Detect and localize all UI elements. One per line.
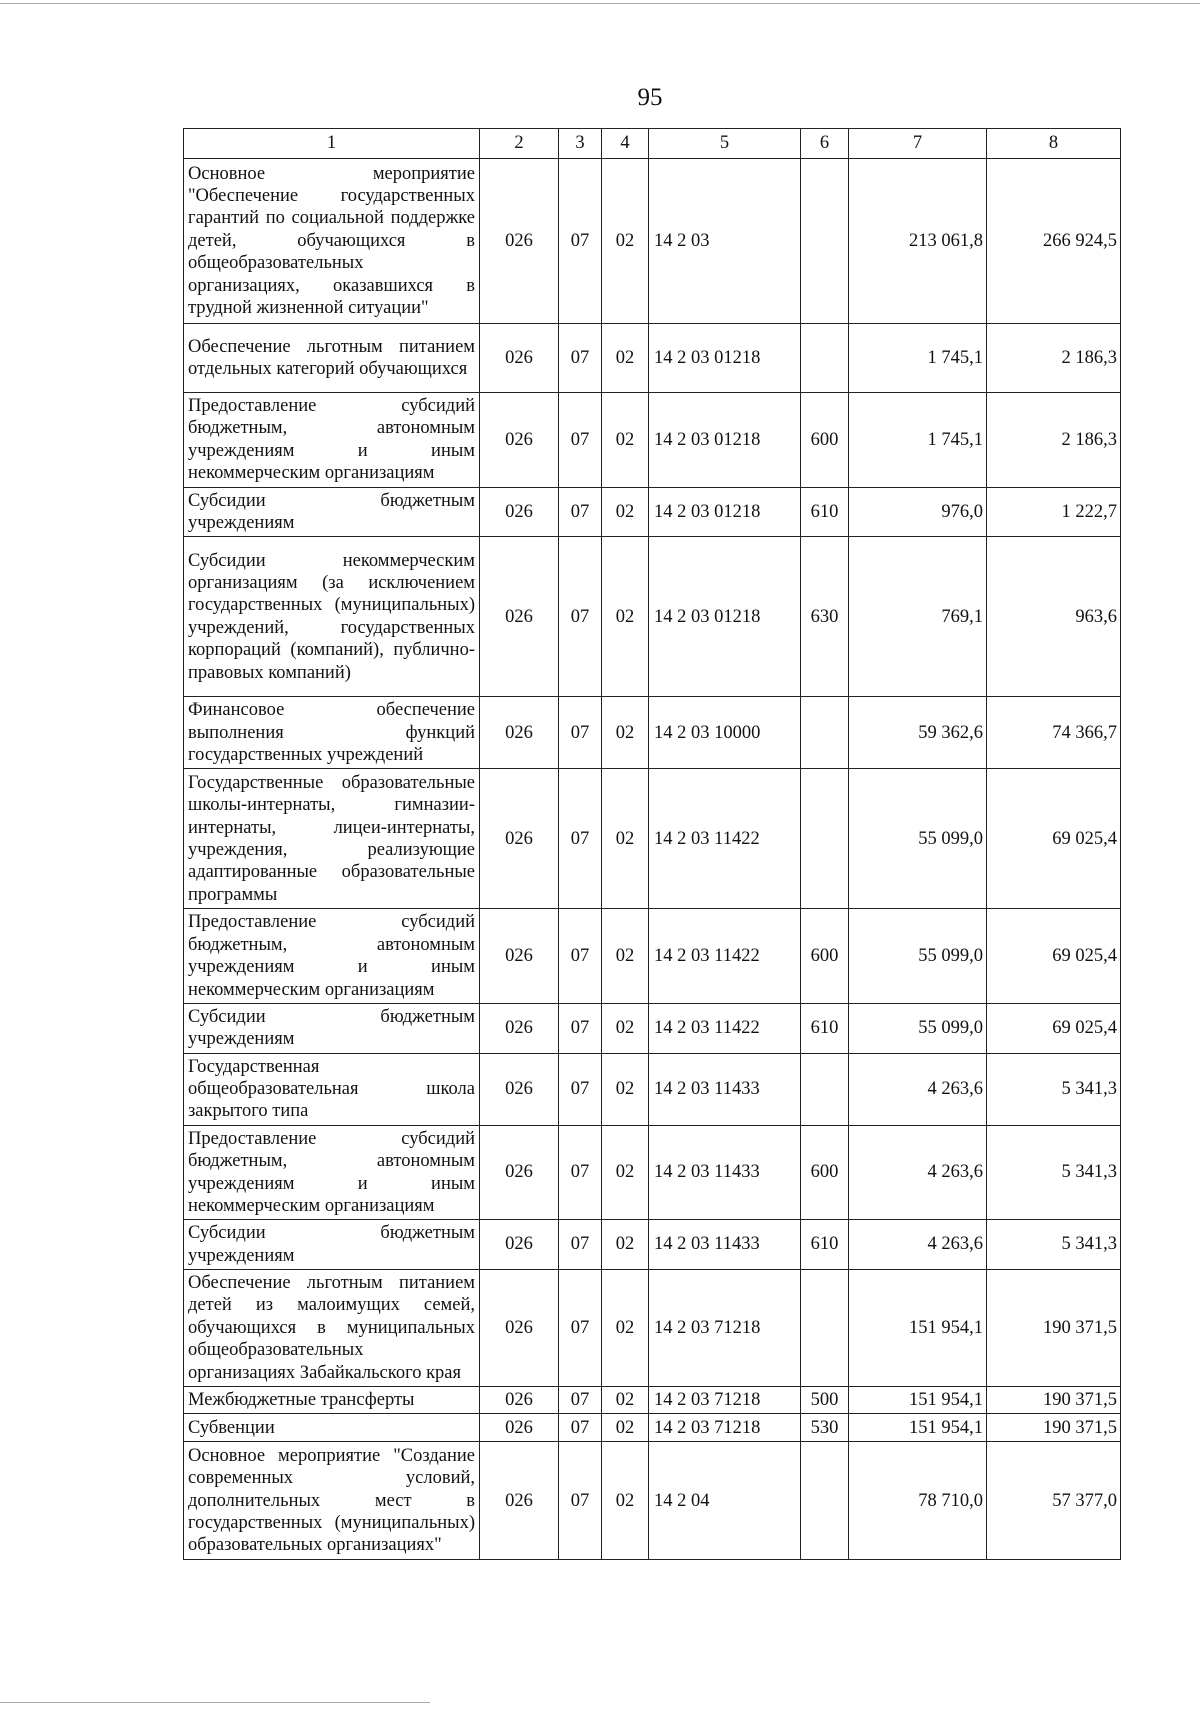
admin-code-cell: 026 [480, 1442, 559, 1560]
amount-col8-cell: 190 371,5 [987, 1414, 1121, 1442]
admin-code-cell: 026 [480, 1387, 559, 1414]
admin-code-cell: 026 [480, 909, 559, 1004]
amount-col8-cell: 190 371,5 [987, 1387, 1121, 1414]
table-row [184, 487, 1121, 537]
amount-col8-cell: 74 366,7 [987, 697, 1121, 769]
row-name-cell: Предоставление субсидий бюджетным, автономным учреждениям и иным некоммерческим организациям [184, 909, 480, 1004]
row-name-cell: Основное мероприятие "Создание современных условий, дополнительных мест в государственных (муниципальных) образовательных организациях" [184, 1442, 480, 1560]
row-name-cell: Основное мероприятие "Обеспечение государственных гарантий по социальной поддержке детей, обучающихся в общеобразовательных организациях, оказавшихся в трудной жизненной ситуации" [184, 159, 480, 324]
admin-code-cell: 026 [480, 1270, 559, 1387]
row-name-cell: Межбюджетные трансферты [184, 1387, 480, 1414]
subsection-code-cell: 02 [602, 1442, 649, 1560]
amount-col8-cell: 963,6 [987, 537, 1121, 697]
table-row [184, 1387, 1121, 1414]
row-name-cell: Субсидии бюджетным учреждениям [184, 1220, 480, 1270]
budget-table [183, 128, 1121, 1560]
admin-code-cell: 026 [480, 1125, 559, 1220]
section-code-cell: 07 [559, 1414, 602, 1442]
table-row [184, 537, 1121, 697]
section-code-cell: 07 [559, 1053, 602, 1125]
amount-col7-cell: 59 362,6 [849, 697, 987, 769]
section-code-cell: 07 [559, 537, 602, 697]
row-name-cell: Субвенции [184, 1414, 480, 1442]
admin-code-cell: 026 [480, 487, 559, 537]
expense-type-cell: 500 [801, 1387, 849, 1414]
column-header: 6 [801, 129, 849, 159]
amount-col8-cell: 57 377,0 [987, 1442, 1121, 1560]
amount-col8-cell: 190 371,5 [987, 1270, 1121, 1387]
amount-col7-cell: 55 099,0 [849, 909, 987, 1004]
section-code-cell: 07 [559, 1442, 602, 1560]
table-row [184, 1442, 1121, 1560]
amount-col8-cell: 69 025,4 [987, 909, 1121, 1004]
subsection-code-cell: 02 [602, 1414, 649, 1442]
column-header: 5 [649, 129, 801, 159]
target-article-cell: 14 2 03 11433 [649, 1125, 801, 1220]
section-code-cell: 07 [559, 1220, 602, 1270]
section-code-cell: 07 [559, 159, 602, 324]
table-row [184, 769, 1121, 909]
amount-col8-cell: 5 341,3 [987, 1125, 1121, 1220]
amount-col8-cell: 2 186,3 [987, 393, 1121, 488]
amount-col7-cell: 55 099,0 [849, 769, 987, 909]
expense-type-cell: 610 [801, 1220, 849, 1270]
section-code-cell: 07 [559, 769, 602, 909]
target-article-cell: 14 2 03 71218 [649, 1414, 801, 1442]
row-name-cell: Обеспечение льготным питанием отдельных категорий обучающихся [184, 324, 480, 393]
row-name-cell: Государственная общеобразовательная школа закрытого типа [184, 1053, 480, 1125]
row-name-cell: Предоставление субсидий бюджетным, автономным учреждениям и иным некоммерческим организациям [184, 1125, 480, 1220]
expense-type-cell [801, 324, 849, 393]
expense-type-cell: 600 [801, 909, 849, 1004]
admin-code-cell: 026 [480, 1414, 559, 1442]
table-row [184, 1053, 1121, 1125]
admin-code-cell: 026 [480, 537, 559, 697]
target-article-cell: 14 2 03 01218 [649, 324, 801, 393]
amount-col7-cell: 78 710,0 [849, 1442, 987, 1560]
amount-col8-cell: 69 025,4 [987, 769, 1121, 909]
amount-col8-cell: 266 924,5 [987, 159, 1121, 324]
target-article-cell: 14 2 03 11422 [649, 909, 801, 1004]
row-name-cell: Обеспечение льготным питанием детей из малоимущих семей, обучающихся в муниципальных общеобразовательных организациях Забайкальского края [184, 1270, 480, 1387]
table-header-row [184, 129, 1121, 159]
table-row [184, 1220, 1121, 1270]
subsection-code-cell: 02 [602, 324, 649, 393]
expense-type-cell: 530 [801, 1414, 849, 1442]
admin-code-cell: 026 [480, 1003, 559, 1053]
row-name-cell: Субсидии бюджетным учреждениям [184, 487, 480, 537]
amount-col8-cell: 5 341,3 [987, 1220, 1121, 1270]
target-article-cell: 14 2 03 11433 [649, 1220, 801, 1270]
subsection-code-cell: 02 [602, 159, 649, 324]
column-header: 7 [849, 129, 987, 159]
column-header: 4 [602, 129, 649, 159]
scan-bottom-edge-line [0, 1702, 430, 1703]
target-article-cell: 14 2 03 71218 [649, 1387, 801, 1414]
amount-col7-cell: 976,0 [849, 487, 987, 537]
amount-col7-cell: 151 954,1 [849, 1387, 987, 1414]
subsection-code-cell: 02 [602, 1220, 649, 1270]
expense-type-cell [801, 769, 849, 909]
expense-type-cell [801, 1053, 849, 1125]
section-code-cell: 07 [559, 1003, 602, 1053]
subsection-code-cell: 02 [602, 1053, 649, 1125]
admin-code-cell: 026 [480, 159, 559, 324]
table-body [184, 159, 1121, 1560]
amount-col7-cell: 213 061,8 [849, 159, 987, 324]
amount-col7-cell: 4 263,6 [849, 1053, 987, 1125]
expense-type-cell [801, 697, 849, 769]
column-header: 8 [987, 129, 1121, 159]
subsection-code-cell: 02 [602, 909, 649, 1004]
amount-col7-cell: 151 954,1 [849, 1414, 987, 1442]
target-article-cell: 14 2 03 10000 [649, 697, 801, 769]
row-name-cell: Субсидии бюджетным учреждениям [184, 1003, 480, 1053]
table-row [184, 159, 1121, 324]
target-article-cell: 14 2 03 01218 [649, 487, 801, 537]
expense-type-cell: 610 [801, 487, 849, 537]
amount-col7-cell: 769,1 [849, 537, 987, 697]
admin-code-cell: 026 [480, 697, 559, 769]
subsection-code-cell: 02 [602, 1387, 649, 1414]
expense-type-cell [801, 159, 849, 324]
table-row [184, 1270, 1121, 1387]
admin-code-cell: 026 [480, 1053, 559, 1125]
section-code-cell: 07 [559, 909, 602, 1004]
amount-col8-cell: 69 025,4 [987, 1003, 1121, 1053]
target-article-cell: 14 2 03 11422 [649, 769, 801, 909]
target-article-cell: 14 2 03 01218 [649, 537, 801, 697]
table-row [184, 1414, 1121, 1442]
amount-col7-cell: 55 099,0 [849, 1003, 987, 1053]
amount-col7-cell: 1 745,1 [849, 324, 987, 393]
section-code-cell: 07 [559, 1270, 602, 1387]
table-row [184, 697, 1121, 769]
amount-col8-cell: 1 222,7 [987, 487, 1121, 537]
section-code-cell: 07 [559, 324, 602, 393]
row-name-cell: Предоставление субсидий бюджетным, автономным учреждениям и иным некоммерческим организациям [184, 393, 480, 488]
amount-col7-cell: 1 745,1 [849, 393, 987, 488]
section-code-cell: 07 [559, 393, 602, 488]
subsection-code-cell: 02 [602, 1270, 649, 1387]
expense-type-cell: 630 [801, 537, 849, 697]
admin-code-cell: 026 [480, 1220, 559, 1270]
target-article-cell: 14 2 03 01218 [649, 393, 801, 488]
page-number: 95 [637, 84, 663, 111]
subsection-code-cell: 02 [602, 769, 649, 909]
target-article-cell: 14 2 04 [649, 1442, 801, 1560]
row-name-cell: Государственные образовательные школы-интернаты, гимназии-интернаты, лицеи-интернаты, учреждения, реализующие адаптированные образовательные программы [184, 769, 480, 909]
amount-col7-cell: 151 954,1 [849, 1270, 987, 1387]
target-article-cell: 14 2 03 [649, 159, 801, 324]
row-name-cell: Субсидии некоммерческим организациям (за исключением государственных (муниципальных) учреждений, государственных корпораций (компаний), публично-правовых компаний) [184, 537, 480, 697]
subsection-code-cell: 02 [602, 697, 649, 769]
table-row [184, 393, 1121, 488]
expense-type-cell: 600 [801, 1125, 849, 1220]
expense-type-cell [801, 1442, 849, 1560]
subsection-code-cell: 02 [602, 1003, 649, 1053]
target-article-cell: 14 2 03 11433 [649, 1053, 801, 1125]
amount-col7-cell: 4 263,6 [849, 1220, 987, 1270]
subsection-code-cell: 02 [602, 393, 649, 488]
column-header: 3 [559, 129, 602, 159]
scan-top-edge-line [0, 3, 1200, 4]
expense-type-cell [801, 1270, 849, 1387]
table-row [184, 1003, 1121, 1053]
table-row [184, 909, 1121, 1004]
admin-code-cell: 026 [480, 769, 559, 909]
expense-type-cell: 600 [801, 393, 849, 488]
amount-col8-cell: 5 341,3 [987, 1053, 1121, 1125]
table-row [184, 324, 1121, 393]
section-code-cell: 07 [559, 697, 602, 769]
expense-type-cell: 610 [801, 1003, 849, 1053]
section-code-cell: 07 [559, 1387, 602, 1414]
admin-code-cell: 026 [480, 393, 559, 488]
section-code-cell: 07 [559, 1125, 602, 1220]
subsection-code-cell: 02 [602, 1125, 649, 1220]
subsection-code-cell: 02 [602, 537, 649, 697]
table-row [184, 1125, 1121, 1220]
amount-col8-cell: 2 186,3 [987, 324, 1121, 393]
amount-col7-cell: 4 263,6 [849, 1125, 987, 1220]
column-header: 2 [480, 129, 559, 159]
section-code-cell: 07 [559, 487, 602, 537]
column-header: 1 [184, 129, 480, 159]
target-article-cell: 14 2 03 71218 [649, 1270, 801, 1387]
subsection-code-cell: 02 [602, 487, 649, 537]
row-name-cell: Финансовое обеспечение выполнения функций государственных учреждений [184, 697, 480, 769]
target-article-cell: 14 2 03 11422 [649, 1003, 801, 1053]
admin-code-cell: 026 [480, 324, 559, 393]
